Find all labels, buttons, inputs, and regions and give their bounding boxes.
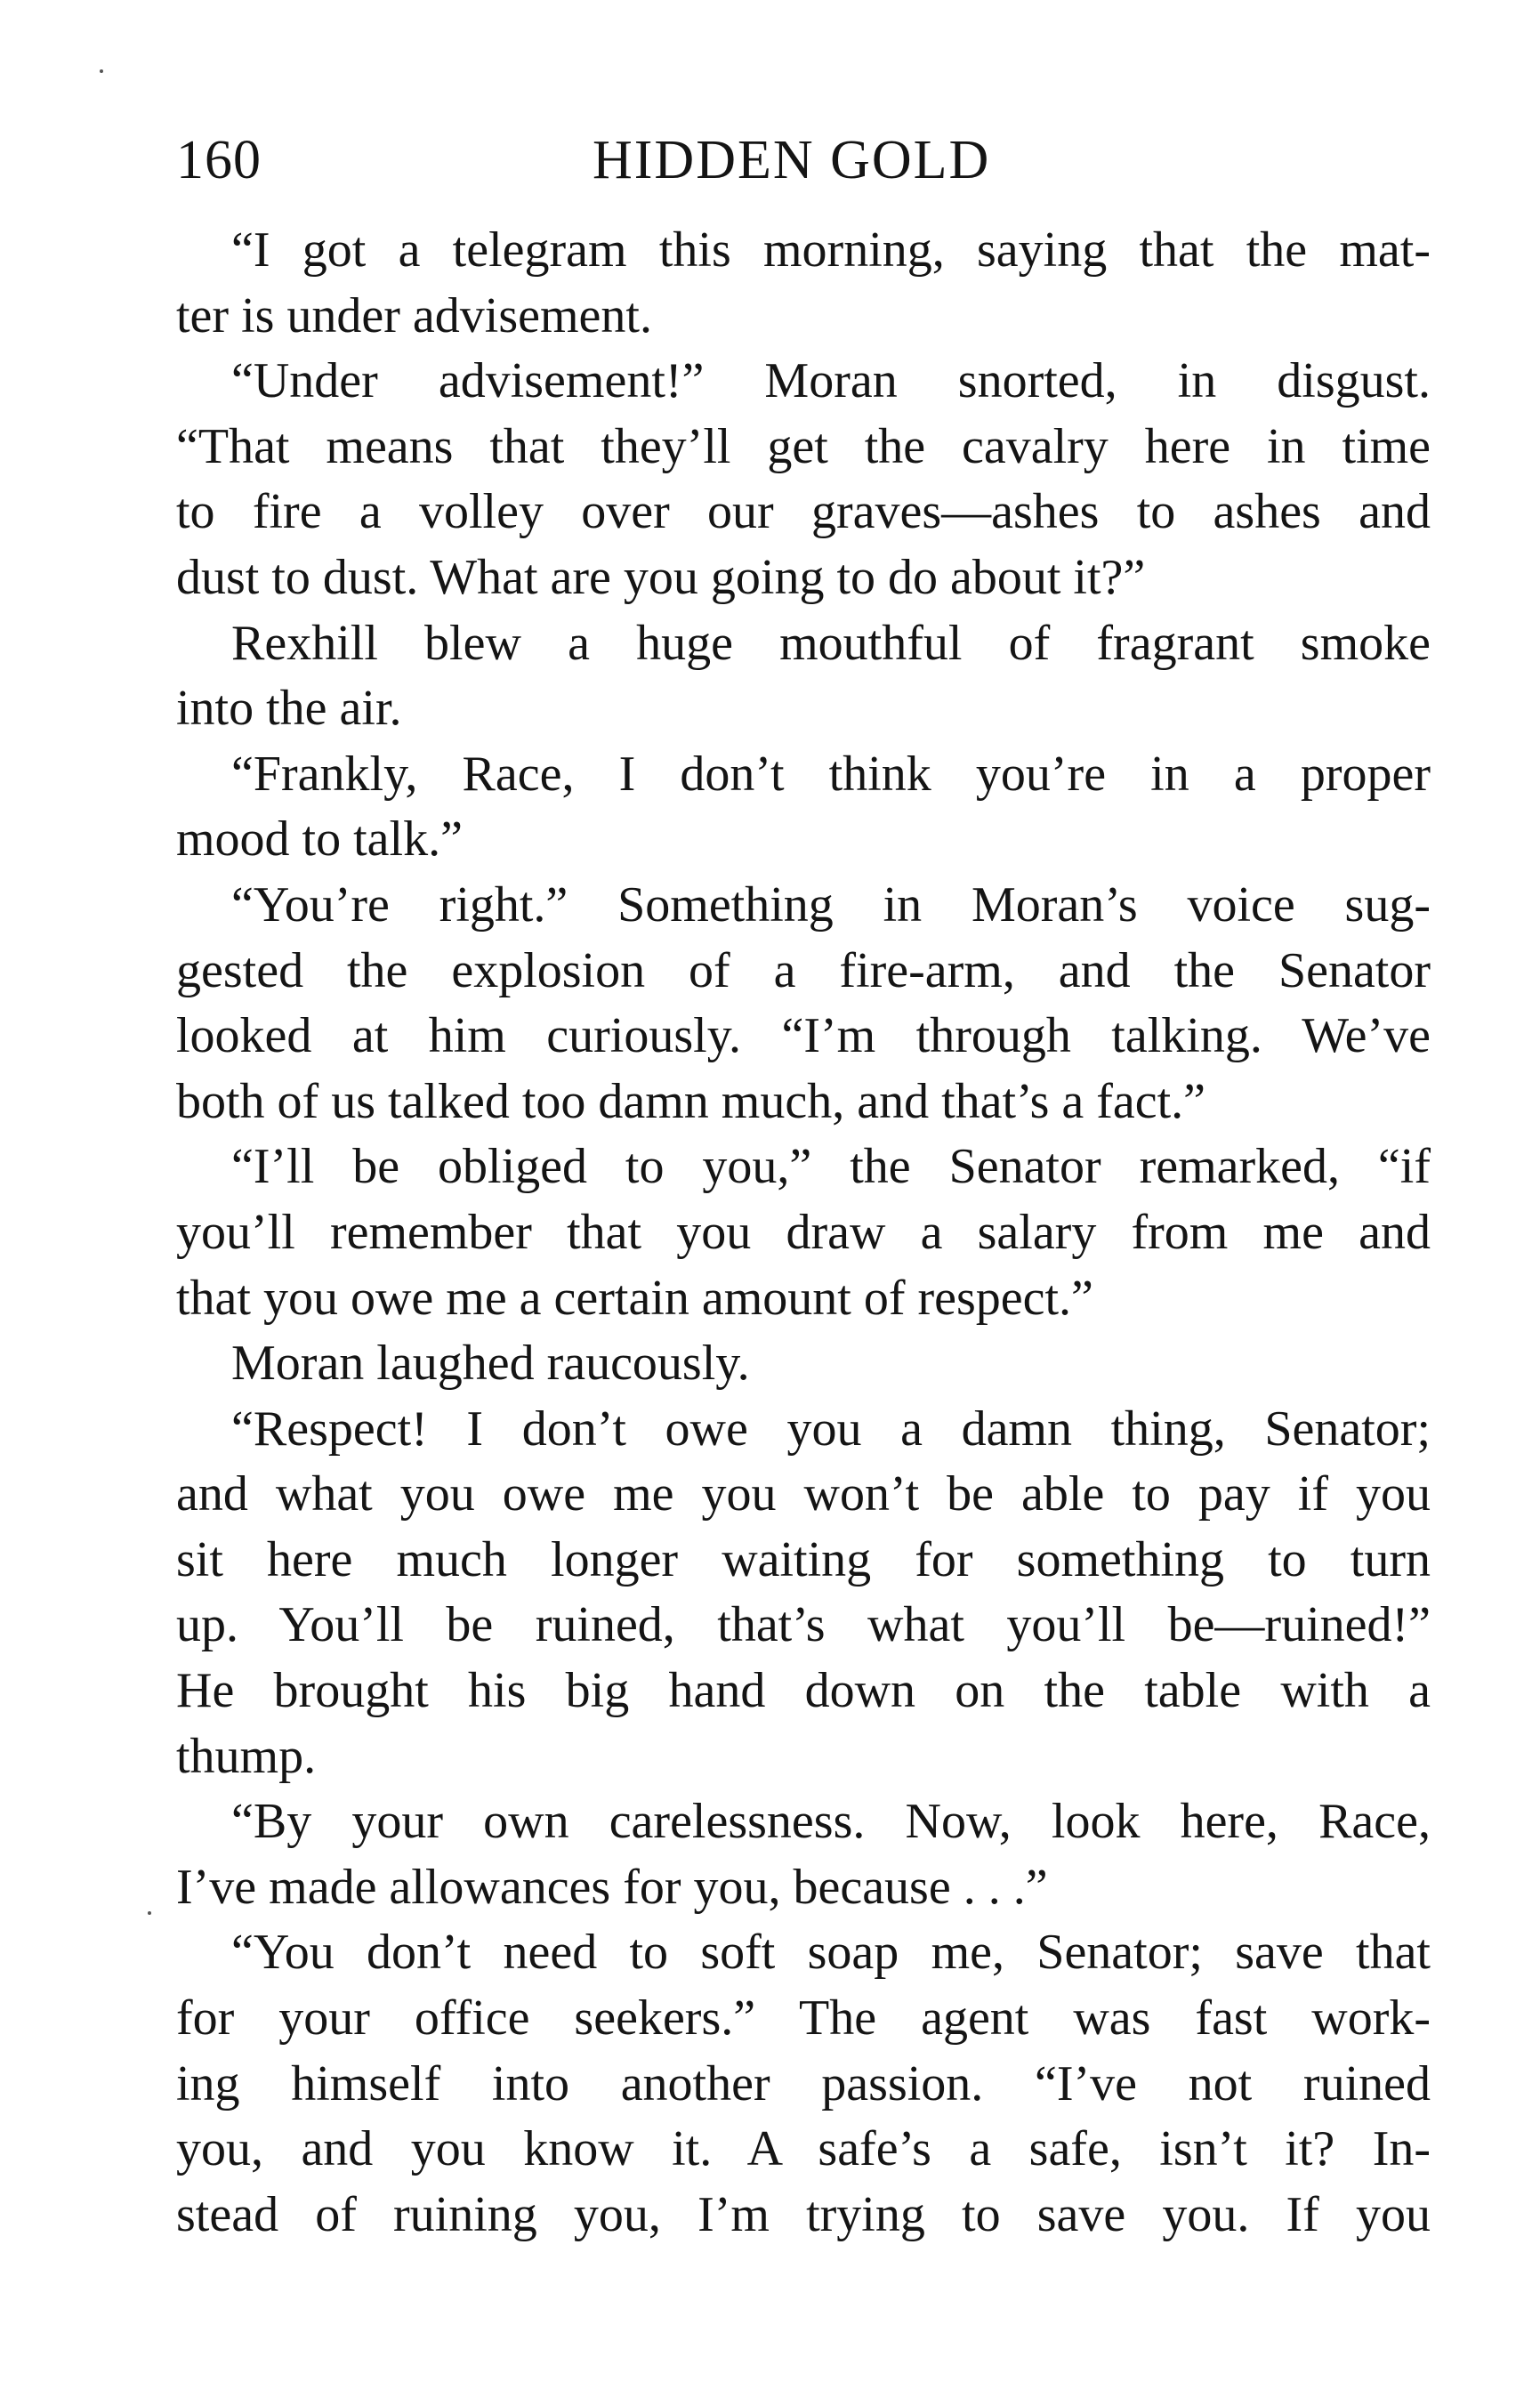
text-line: “You don’t need to soft soap me, Senator; save that — [231, 1925, 1431, 1981]
text-line: “Under advisement!” Moran snorted, in disgust. — [231, 353, 1431, 409]
text-line: “Frankly, Race, I don’t think you’re in a proper — [231, 746, 1431, 802]
text-line: to fire a volley over our graves—ashes to ashes and — [176, 484, 1431, 540]
text-line: He brought his big hand down on the table with a — [176, 1663, 1431, 1719]
text-line: Rexhill blew a huge mouthful of fragrant smoke — [231, 615, 1431, 671]
text-line: into the air. — [176, 681, 402, 737]
text-line: and what you owe me you won’t be able to pay if you — [176, 1466, 1431, 1522]
running-head — [176, 125, 1431, 196]
text-line: “I’ll be obliged to you,” the Senator remarked, “if — [231, 1139, 1431, 1195]
page-number: 160 — [176, 130, 262, 190]
text-line: “That means that they’ll get the cavalry here in time — [176, 418, 1431, 474]
text-line: “You’re right.” Something in Moran’s voice sug- — [231, 876, 1431, 933]
paper-speck — [100, 69, 103, 73]
text-line: “Respect! I don’t owe you a damn thing, Senator; — [231, 1401, 1431, 1457]
text-line: gested the explosion of a fire-arm, and the Senator — [176, 942, 1431, 998]
book-title: HIDDEN GOLD — [593, 130, 991, 190]
text-line: ter is under advisement. — [176, 287, 652, 343]
text-line: looked at him curiously. “I’m through talking. We’ve — [176, 1008, 1431, 1064]
text-line: dust to dust. What are you going to do about it?” — [176, 549, 1146, 605]
paper-speck — [148, 1911, 151, 1915]
text-line: “By your own carelessness. Now, look here, Race, — [231, 1794, 1431, 1850]
text-line: mood to talk.” — [176, 811, 463, 868]
text-line: sit here much longer waiting for something to turn — [176, 1531, 1431, 1587]
text-line: Moran laughed raucously. — [231, 1336, 750, 1392]
text-line: that you owe me a certain amount of respect.” — [176, 1270, 1093, 1326]
text-line: ing himself into another passion. “I’ve not ruined — [176, 2055, 1431, 2111]
text-line: “I got a telegram this morning, saying that the mat- — [231, 222, 1431, 278]
text-line: both of us talked too damn much, and that’s a fact.” — [176, 1073, 1206, 1129]
text-line: for your office seekers.” The agent was fast work- — [176, 1990, 1431, 2047]
body-text — [176, 218, 1431, 2248]
text-line: up. You’ll be ruined, that’s what you’ll be—ruined!” — [176, 1597, 1431, 1653]
text-line: you, and you know it. A safe’s a safe, isn’t it? In- — [176, 2121, 1431, 2177]
text-line: you’ll remember that you draw a salary from me and — [176, 1204, 1431, 1260]
text-line: thump. — [176, 1728, 317, 1784]
text-line: I’ve made allowances for you, because . . .” — [176, 1859, 1048, 1915]
text-line: stead of ruining you, I’m trying to save you. If you — [176, 2186, 1431, 2242]
